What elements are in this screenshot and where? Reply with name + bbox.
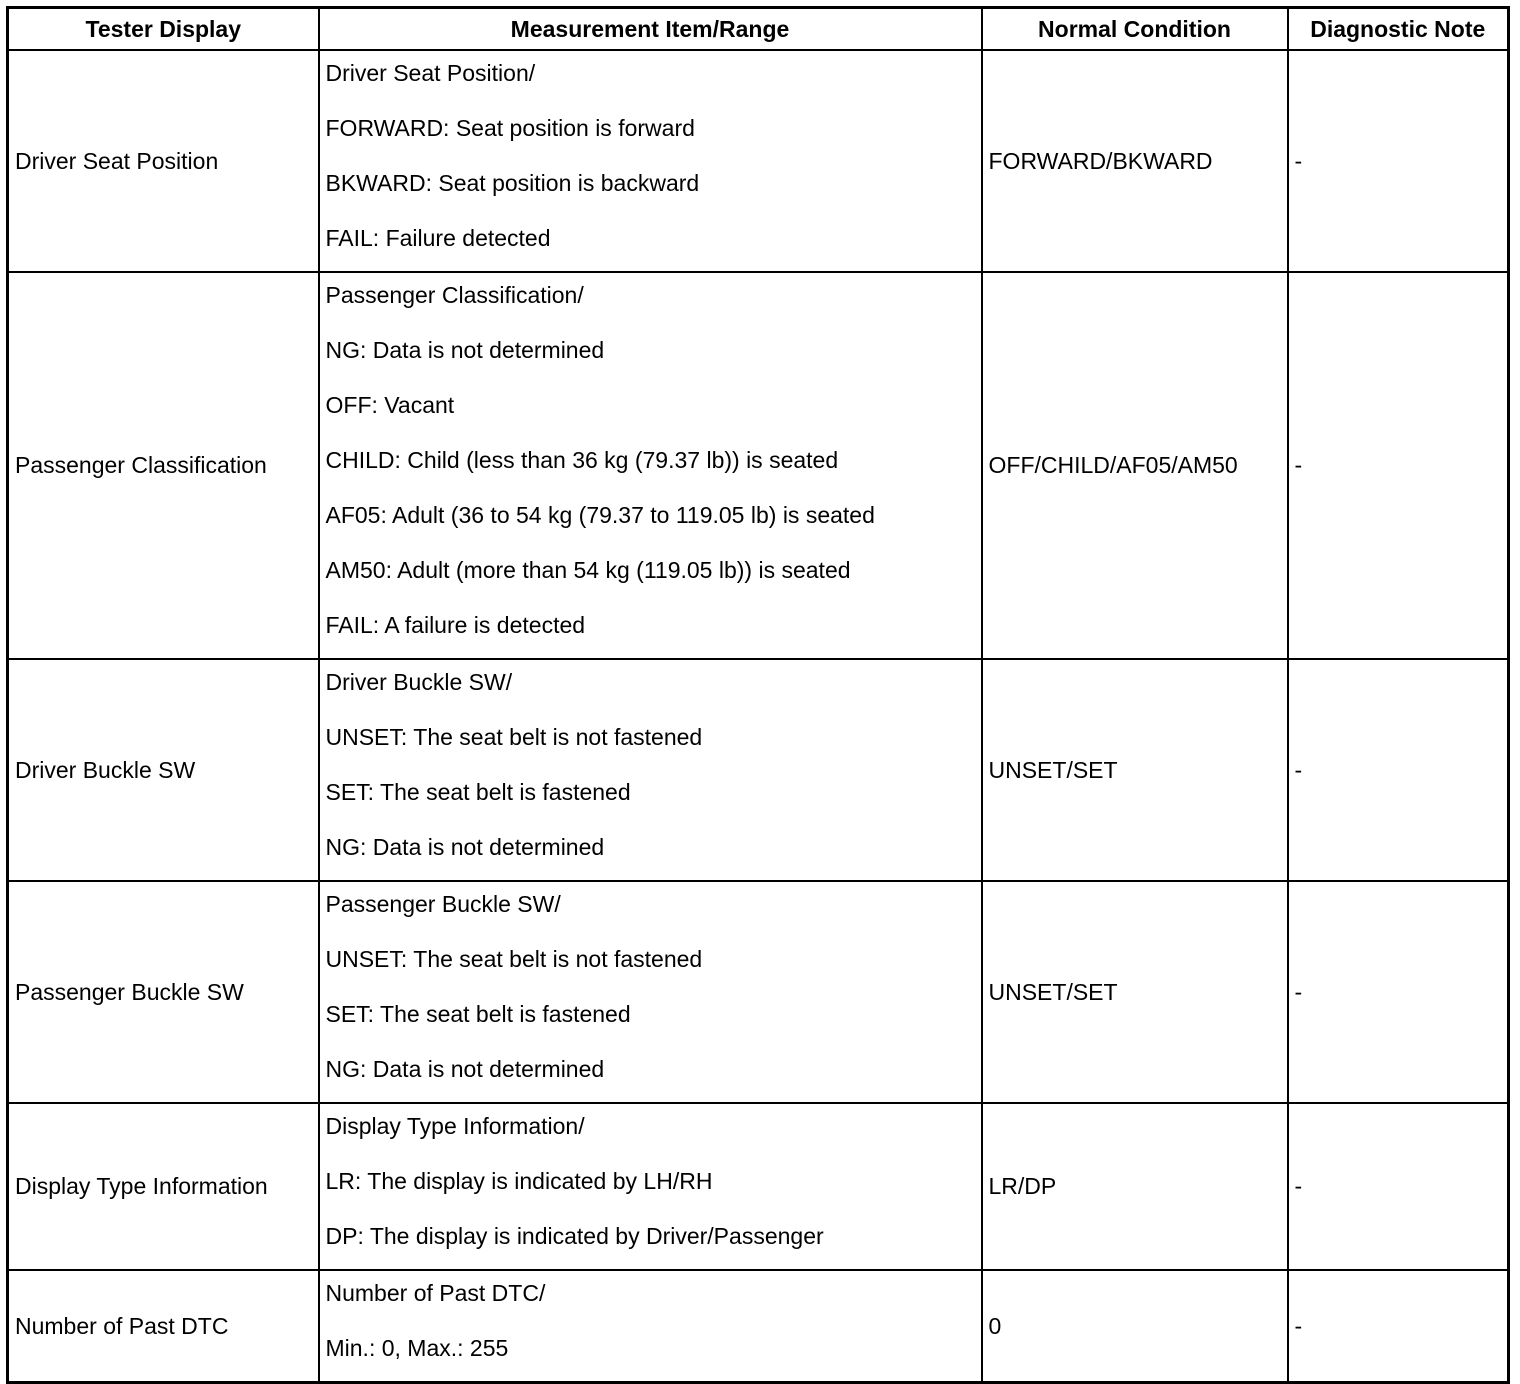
- measurement-range-cell: [319, 50, 982, 272]
- range-line: SET: The seat belt is fastened: [325, 779, 631, 805]
- header-normal-condition: Normal Condition: [982, 8, 1288, 51]
- range-line: FAIL: Failure detected: [325, 225, 551, 251]
- range-line: FORWARD: Seat position is forward: [325, 115, 695, 141]
- range-line: CHILD: Child (less than 36 kg (79.37 lb)) is seated: [325, 447, 839, 473]
- range-line: Passenger Classification/: [325, 282, 584, 308]
- tester-display-cell: Passenger Classification: [8, 272, 319, 659]
- measurement-range-cell: [319, 272, 982, 659]
- range-line: NG: Data is not determined: [325, 1056, 605, 1082]
- diagnostic-note-cell: -: [1288, 1270, 1509, 1383]
- table-row: [8, 659, 1509, 881]
- normal-condition-cell: UNSET/SET: [982, 659, 1288, 881]
- range-line: BKWARD: Seat position is backward: [325, 170, 700, 196]
- normal-condition-cell: 0: [982, 1270, 1288, 1383]
- measurement-range-cell: [319, 1103, 982, 1270]
- table-row: [8, 1103, 1509, 1270]
- measurement-range-cell: [319, 881, 982, 1103]
- tester-display-cell: Number of Past DTC: [8, 1270, 319, 1383]
- range-line: SET: The seat belt is fastened: [325, 1001, 631, 1027]
- range-line: Driver Buckle SW/: [325, 669, 513, 695]
- range-line: Number of Past DTC/: [325, 1280, 546, 1306]
- table-row: [8, 50, 1509, 272]
- table-body: [8, 50, 1509, 1383]
- data-list-sheet: [6, 6, 1510, 1384]
- table-row: [8, 1270, 1509, 1383]
- header-diagnostic-note: Diagnostic Note: [1288, 8, 1509, 51]
- normal-condition-cell: LR/DP: [982, 1103, 1288, 1270]
- normal-condition-cell: FORWARD/BKWARD: [982, 50, 1288, 272]
- range-line: AF05: Adult (36 to 54 kg (79.37 to 119.05 lb) is seated: [325, 502, 875, 528]
- range-line: Driver Seat Position/: [325, 60, 536, 86]
- normal-condition-cell: OFF/CHILD/AF05/AM50: [982, 272, 1288, 659]
- range-line: DP: The display is indicated by Driver/Passenger: [325, 1223, 824, 1249]
- range-line: LR: The display is indicated by LH/RH: [325, 1168, 713, 1194]
- range-line: UNSET: The seat belt is not fastened: [325, 724, 703, 750]
- range-line: NG: Data is not determined: [325, 834, 605, 860]
- table-row: [8, 272, 1509, 659]
- header-row: [8, 8, 1509, 51]
- range-line: Display Type Information/: [325, 1113, 585, 1139]
- diagnostic-note-cell: -: [1288, 272, 1509, 659]
- diagnostic-note-cell: -: [1288, 1103, 1509, 1270]
- table-row: [8, 881, 1509, 1103]
- diagnostic-note-cell: -: [1288, 50, 1509, 272]
- header-measurement-item-range: Measurement Item/Range: [319, 8, 982, 51]
- range-line: Passenger Buckle SW/: [325, 891, 561, 917]
- range-line: Min.: 0, Max.: 255: [325, 1335, 509, 1361]
- tester-display-cell: Display Type Information: [8, 1103, 319, 1270]
- range-line: NG: Data is not determined: [325, 337, 605, 363]
- measurement-range-cell: [319, 1270, 982, 1383]
- measurement-range-cell: [319, 659, 982, 881]
- tester-display-cell: Driver Seat Position: [8, 50, 319, 272]
- data-list-table: [6, 6, 1510, 1384]
- header-tester-display: Tester Display: [8, 8, 319, 51]
- normal-condition-cell: UNSET/SET: [982, 881, 1288, 1103]
- tester-display-cell: Driver Buckle SW: [8, 659, 319, 881]
- range-line: OFF: Vacant: [325, 392, 455, 418]
- diagnostic-note-cell: -: [1288, 881, 1509, 1103]
- range-line: FAIL: A failure is detected: [325, 612, 586, 638]
- diagnostic-note-cell: -: [1288, 659, 1509, 881]
- range-line: AM50: Adult (more than 54 kg (119.05 lb)) is seated: [325, 557, 851, 583]
- tester-display-cell: Passenger Buckle SW: [8, 881, 319, 1103]
- range-line: UNSET: The seat belt is not fastened: [325, 946, 703, 972]
